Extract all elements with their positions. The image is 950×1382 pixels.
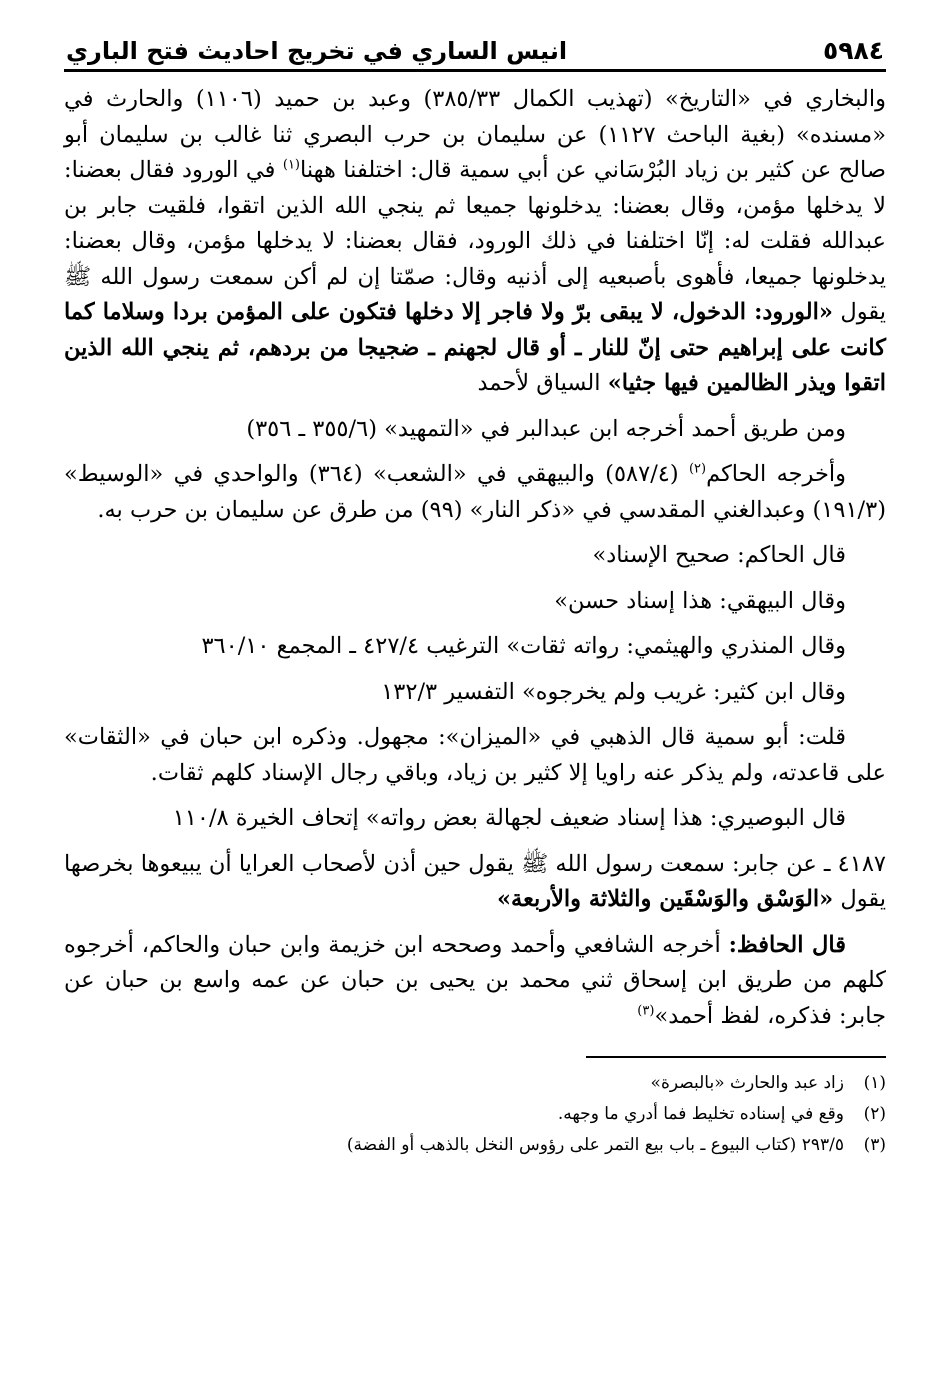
paragraph-hafiz (64, 928, 886, 1035)
footnote-text: وقع في إسناده تخليط فما أدري ما وجهه. (557, 1104, 844, 1124)
text-segment: وأخرجه الحاكم (706, 461, 846, 487)
footnote-text: زاد عبد والحارث «بالبصرة» (650, 1073, 844, 1093)
paragraph-hadith-sources (64, 82, 886, 402)
paragraph-hakim-grading: قال الحاكم: صحيح الإسناد» (592, 542, 846, 568)
footnote-number: (١) (863, 1073, 886, 1093)
footnote-text: ٢٩٣/٥ (كتاب البيوع ـ باب بيع التمر على رؤوس النخل بالذهب أو الفضة) (346, 1135, 844, 1155)
footnote-divider (586, 1056, 886, 1058)
book-page (64, 28, 886, 1161)
footnote-ref: (١) (282, 157, 300, 173)
footnote-number: (٢) (863, 1104, 886, 1124)
paragraph-hakim (64, 457, 886, 528)
paragraph-bayhaqi-grading: وقال البيهقي: هذا إسناد حسن» (554, 587, 846, 614)
page-number: ٥٩٨٤ (822, 36, 884, 65)
paragraph-author-note: قلت: أبو سمية قال الذهبي في «الميزان»: مجهول. وذكره ابن حبان في «الثقات» على قاعدته، ولم يذكر عنه راويا إلا كثير بن زياد، وباقي رجال الإسناد كلهم ثقات. (64, 724, 886, 786)
footnote-ref: (٣) (637, 1003, 655, 1018)
paragraph-hadith-4187 (64, 847, 886, 918)
footnote-ref: (٢) (688, 461, 707, 477)
footnote-item (64, 1099, 886, 1130)
footnotes (64, 1056, 886, 1161)
text-segment: السياق لأحمد (477, 370, 608, 396)
paragraph-busiri-grading: قال البوصيري: هذا إسناد ضعيف لجهالة بعض رواته» إتحاف الخيرة ١١٠/٨ (172, 805, 846, 831)
hadith-text: «الورود: الدخول، لا يبقى برّ ولا فاجر إلا دخلها فتكون على المؤمن بردا وسلاما كما كانت على إبراهيم حتى إنّ للنار ـ أو قال لجهنم ـ ضجيجا من بردهم، ثم ينجي الله الذين اتقوا ويذر الظالمين فيها جثيا» (64, 299, 886, 396)
hadith-text: «الوَسْق والوَسْقَين والثلاثة والأربعة» (496, 886, 834, 912)
footnote-item (64, 1130, 886, 1161)
text-segment: والبخاري في «التاريخ» (تهذيب الكمال ٣٨٥/٣٣) وعبد بن حميد (١١٠٦) والحارث في «مسنده» (بغية الباحث ١١٢٧) عن سليمان بن حرب البصري ثنا غالب بن سليمان أبو صالح عن كثير بن زياد البُرْسَاني عن أبي سمية قال: اختلفنا ههنا (64, 86, 886, 183)
paragraph-ibn-kathir-grading: وقال ابن كثير: غريب ولم يخرجوه» التفسير ١٣٢/٣ (381, 678, 846, 705)
paragraph-mundhiri-grading: وقال المنذري والهيثمي: رواته ثقات» الترغيب ٤٢٧/٤ ـ المجمع ٣٦٠/١٠ (201, 633, 846, 659)
footnote-number: (٣) (863, 1135, 886, 1155)
text-segment: أخرجه الشافعي وأحمد وصححه ابن خزيمة وابن حبان والحاكم، أخرجوه كلهم من طريق ابن إسحاق ثني محمد بن يحيى بن حبان عن عمه واسع بن حبان عن جابر: فذكره، لفظ أحمد» (64, 931, 886, 1029)
text-segment: ٤١٨٧ ـ عن جابر: سمعت رسول الله ﷺ يقول حين أذن لأصحاب العرايا أن يبيعوها بخرصها يقول (64, 850, 886, 912)
text-segment: (٥٨٧/٤) والبيهقي في «الشعب» (٣٦٤) والواحدي في «الوسيط» (١٩١/٣) وعبدالغني المقدسي في «ذكر النار» (٩٩) من طرق عن سليمان بن حرب به. (64, 461, 886, 523)
paragraph-tamhid: ومن طريق أحمد أخرجه ابن عبدالبر في «التمهيد» (٣٥٥/٦ ـ ٣٥٦) (246, 415, 846, 442)
page-body (64, 82, 886, 1034)
footnote-item (64, 1068, 886, 1099)
text-segment: في الورود فقال بعضنا: لا يدخلها مؤمن، وقال بعضنا: يدخلونها جميعا ثم ينجي الله الذين اتقوا، فلقيت جابر بن عبدالله فقلت له: إنّا اختلفنا في ذلك الورود، فقال بعضنا: لا يدخلها مؤمن، وقال بعضنا: يدخلونها جميعا، فأهوى بأصبعيه إلى أذنيه وقال: صمّتا إن لم أكن سمعت رسول الله ﷺ يقول (64, 157, 886, 325)
page-header (64, 28, 886, 72)
hafiz-label: قال الحافظ: (728, 931, 847, 958)
running-title: انيس الساري في تخريج احاديث فتح الباري (66, 37, 568, 65)
